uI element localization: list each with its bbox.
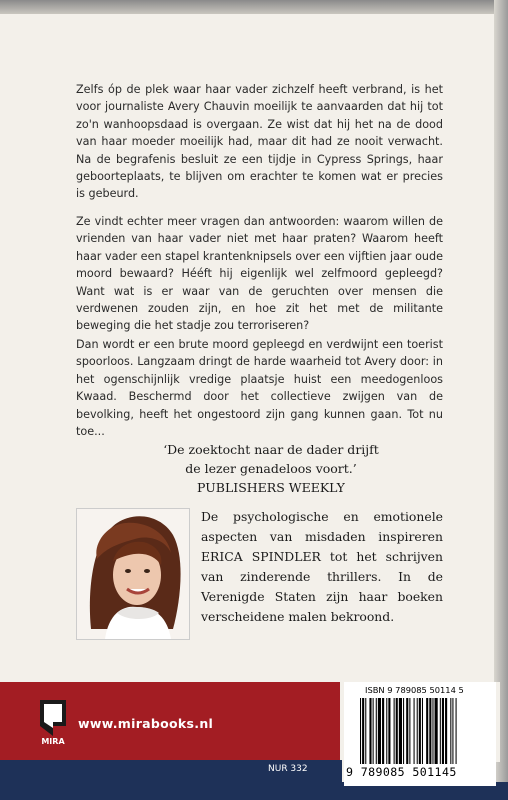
barcode-bar xyxy=(399,698,402,764)
barcode-bar xyxy=(388,698,390,764)
mira-logo-text: MIRA xyxy=(41,737,65,746)
barcode-bar xyxy=(426,698,428,764)
barcode-bar xyxy=(429,698,431,764)
barcode-bar xyxy=(378,698,381,764)
nur-code: NUR 332 xyxy=(268,764,308,774)
barcode-bar xyxy=(369,698,371,764)
barcode-bar xyxy=(450,698,451,764)
blurb-paragraph-2: Ze vindt echter meer vragen dan antwoorden: waarom willen de vrienden van haar vader niet met haar praten? Waarom heeft haar vader een stapel krantenknipsels over een vijftien jaar oude moord bewaard? Hééft hij eigenlijk wel zelfmoord gepleegd? Want wat is er waar van de geruchten over mensen die verdwenen zouden zijn, en hoe zit het met de militante beweging die het stadje zou terroriseren? xyxy=(76,215,443,333)
barcode-bar xyxy=(365,698,366,764)
barcode-bar xyxy=(442,698,444,764)
barcode-bar xyxy=(452,698,453,764)
blurb-paragraph-1: Zelfs óp de plek waar haar vader zichzelf heeft verbrand, is het voor journaliste Avery Chauvin moeilijk te aanvaarden dat hij tot zo'n wanhoopsdaad is overgaan. Ze wist dat hij het na de dood van haar moeder moeilijk had, maar dit had ze nooit verwacht. Na de begrafenis besluit ze een tijdje in Cypress Springs, haar geboorteplaats, te blijven om erachter te komen wat er precies is gebeurd. xyxy=(76,83,443,201)
author-portrait-icon xyxy=(77,509,189,639)
barcode-number: 9 789085 501145 xyxy=(346,765,457,779)
barcode-bar xyxy=(409,698,410,764)
author-photo xyxy=(76,508,190,640)
top-edge-shadow xyxy=(0,0,508,14)
barcode-icon xyxy=(360,698,482,764)
quote-line-1: ‘De zoektocht naar de dader drijft xyxy=(163,442,379,457)
blurb-paragraph-3: Dan wordt er een brute moord gepleegd en verdwijnt een toerist spoorloos. Langzaam dringt de harde waarheid tot Avery door: in het ogenschijnlijk vredige plaatsje huist een meedogenloos Kwaad. Beschermd door het collectieve zwijgen van de bevolking, heeft het ongestoord zijn gang kunnen gaan. Tot nu toe... xyxy=(76,338,443,439)
barcode-bar xyxy=(386,698,387,764)
barcode-bar xyxy=(396,698,398,764)
barcode-bar xyxy=(422,698,423,764)
barcode-bar xyxy=(360,698,361,764)
barcode-bar xyxy=(432,698,433,764)
isbn-label: ISBN 9 789085 50114 5 xyxy=(365,685,464,695)
barcode-bar xyxy=(403,698,404,764)
barcode-bar xyxy=(373,698,374,764)
quote-line-2: de lezer genadeloos voort.’ xyxy=(185,461,357,476)
barcode-bar xyxy=(376,698,377,764)
publisher-website: www.mirabooks.nl xyxy=(78,716,214,731)
barcode-bar xyxy=(414,698,415,764)
review-quote xyxy=(76,440,466,497)
barcode-bar xyxy=(440,698,441,764)
barcode-bar xyxy=(419,698,421,764)
mira-logo-icon xyxy=(34,696,72,746)
barcode-bar xyxy=(435,698,438,764)
quote-source: PUBLISHERS WEEKLY xyxy=(197,480,345,495)
barcode-bar xyxy=(417,698,418,764)
author-bio: De psychologische en emotionele aspecten van misdaden inspireren ERICA SPINDLER tot het schrijven van zinderende thrillers. In de Verenigde Staten zijn haar boeken verscheidene malen bekroond. xyxy=(201,509,443,624)
right-edge-shadow xyxy=(494,0,508,800)
barcode-bar xyxy=(394,698,395,764)
barcode-bar xyxy=(406,698,408,764)
barcode-bar xyxy=(445,698,447,764)
barcode-bar xyxy=(456,698,457,764)
barcode-bar xyxy=(362,698,364,764)
barcode-bar xyxy=(382,698,384,764)
